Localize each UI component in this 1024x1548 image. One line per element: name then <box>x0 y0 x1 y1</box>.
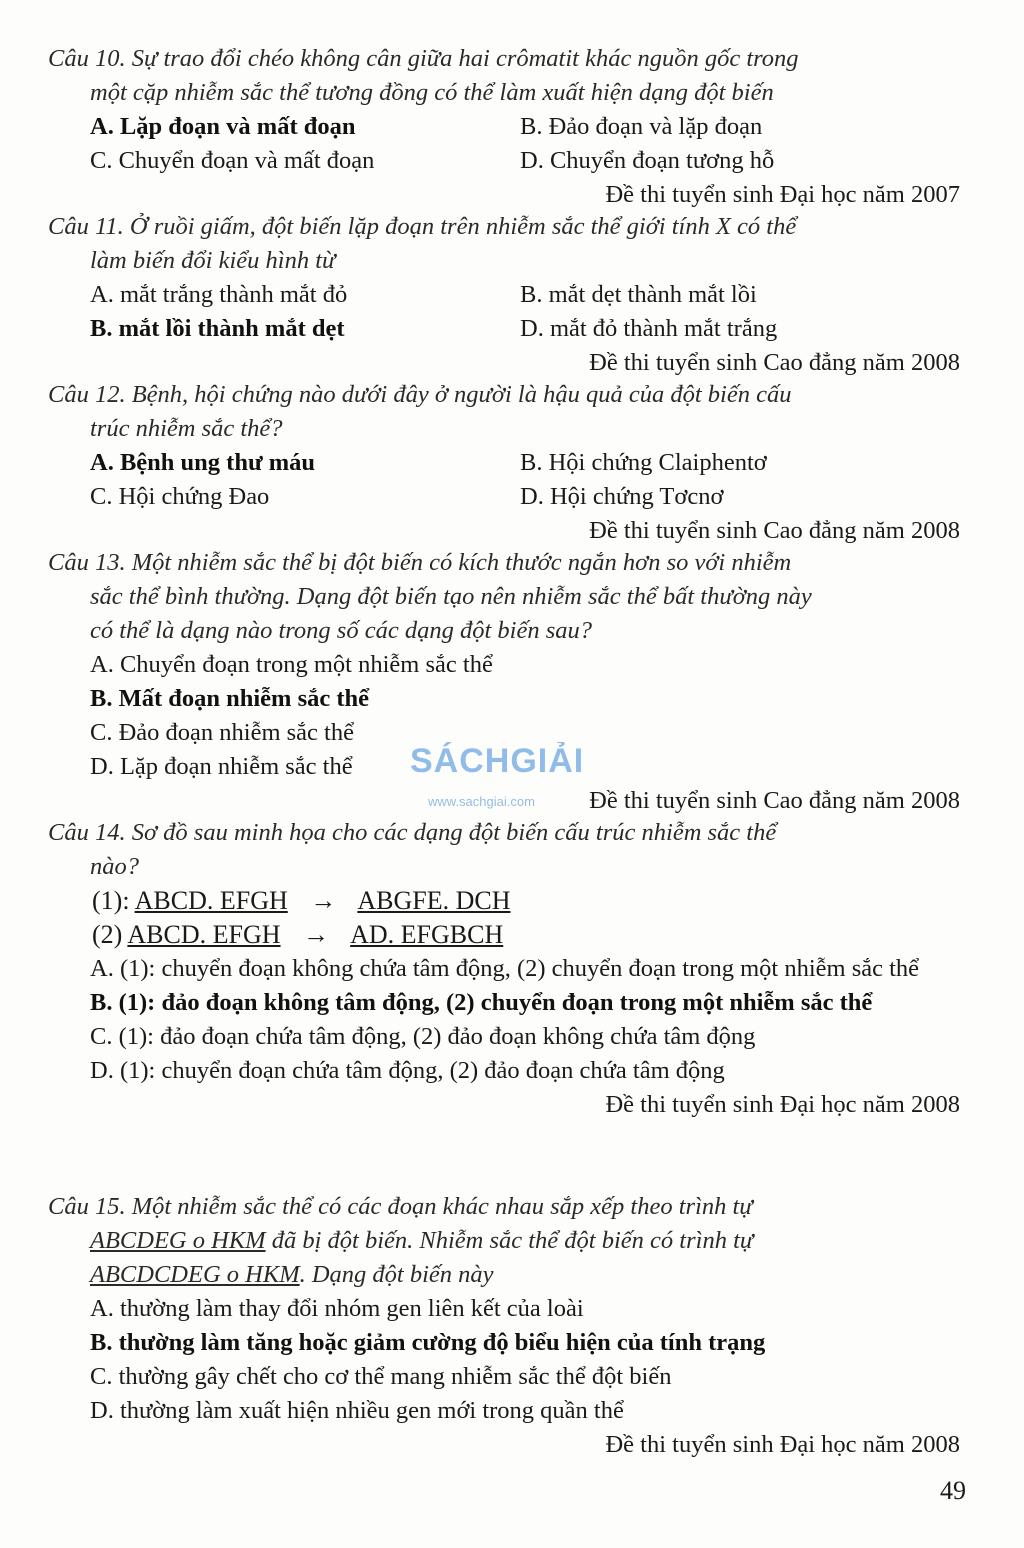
stem-line <box>48 1258 966 1292</box>
stem-line: làm biến đổi kiểu hình từ <box>90 247 336 274</box>
stem-line: sắc thể bình thường. Dạng đột biến tạo nên nhiễm sắc thể bất thường này <box>90 583 812 610</box>
watermark-logo: SÁCHGIẢI <box>410 742 585 780</box>
chromosome-mutated: AD. EFGBCH <box>350 920 504 949</box>
answer-options <box>48 278 966 346</box>
answer-options <box>48 952 966 1088</box>
exam-source: Đề thi tuyển sinh Đại học năm 2007 <box>605 181 960 208</box>
question-11 <box>48 210 966 380</box>
option-d: D. Chuyển đoạn tương hỗ <box>520 147 775 174</box>
chromosome-original: ABCD. EFGH <box>134 886 288 915</box>
question-12 <box>48 378 966 548</box>
arrow-icon: → <box>303 920 330 949</box>
option-c: C. thường gây chết cho cơ thể mang nhiễm sắc thể đột biến <box>90 1363 672 1390</box>
stem-line: có thể là dạng nào trong số các dạng đột biến sau? <box>90 617 592 644</box>
watermark-url: www.sachgiai.com <box>428 794 535 809</box>
option-b: B. (1): đảo đoạn không tâm động, (2) chuyển đoạn trong một nhiễm sắc thể <box>90 989 873 1016</box>
option-d: D. Lặp đoạn nhiễm sắc thể <box>90 753 353 780</box>
option-a: A. mắt trắng thành mắt đỏ <box>90 281 348 308</box>
diagram-label: (1): <box>92 886 130 915</box>
question-stem <box>48 546 966 648</box>
chromosome-original: ABCD. EFGH <box>127 920 281 949</box>
question-15 <box>48 1190 966 1462</box>
question-stem <box>48 378 966 446</box>
stem-line: Câu 12. Bệnh, hội chứng nào dưới đây ở người là hậu quả của đột biến cấu <box>48 381 792 408</box>
option-d: D. Hội chứng Tơcnơ <box>520 483 724 510</box>
answer-options <box>48 446 966 514</box>
stem-text: đã bị đột biến. Nhiễm sắc thể đột biến có trình tự <box>265 1227 754 1254</box>
question-stem <box>48 42 966 110</box>
option-a: A. thường làm thay đổi nhóm gen liên kết của loài <box>90 1295 584 1322</box>
stem-line <box>48 1224 966 1258</box>
mutation-diagram <box>48 884 966 952</box>
exam-source: Đề thi tuyển sinh Đại học năm 2008 <box>605 1431 960 1458</box>
exam-source: Đề thi tuyển sinh Cao đẳng năm 2008 <box>589 349 960 376</box>
option-b: B. thường làm tăng hoặc giảm cường độ biểu hiện của tính trạng <box>90 1329 766 1356</box>
option-d: D. thường làm xuất hiện nhiều gen mới trong quần thể <box>90 1397 624 1424</box>
option-c: B. mắt lồi thành mắt dẹt <box>90 315 345 342</box>
stem-line: Câu 14. Sơ đồ sau minh họa cho các dạng đột biến cấu trúc nhiễm sắc thể <box>48 819 777 846</box>
question-10 <box>48 42 966 212</box>
stem-line: nào? <box>90 853 139 880</box>
question-stem <box>48 1190 966 1292</box>
stem-line: Câu 15. Một nhiễm sắc thể có các đoạn khác nhau sắp xếp theo trình tự <box>48 1193 753 1220</box>
stem-line: Câu 11. Ở ruồi giấm, đột biến lặp đoạn trên nhiễm sắc thể giới tính X có thể <box>48 213 797 240</box>
page-number: 49 <box>940 1476 966 1505</box>
chromosome-sequence: ABCDEG o HKM <box>90 1227 266 1254</box>
option-c: C. Đảo đoạn nhiễm sắc thể <box>90 719 354 746</box>
option-d: D. (1): chuyển đoạn chứa tâm động, (2) đảo đoạn chứa tâm động <box>90 1057 725 1084</box>
diagram-label: (2) <box>92 920 123 949</box>
diagram-row-1 <box>92 884 966 918</box>
chromosome-mutated: ABGFE. DCH <box>357 886 511 915</box>
watermark <box>410 728 620 818</box>
option-b: B. Mất đoạn nhiễm sắc thể <box>90 685 370 712</box>
option-a: A. (1): chuyển đoạn không chứa tâm động, (2) chuyển đoạn trong một nhiễm sắc thể <box>90 955 920 982</box>
chromosome-sequence: ABCDCDEG o HKM <box>90 1261 300 1288</box>
option-b: B. Đảo đoạn và lặp đoạn <box>520 113 763 140</box>
diagram-row-2 <box>92 918 966 952</box>
exam-source: Đề thi tuyển sinh Cao đẳng năm 2008 <box>589 517 960 544</box>
question-14 <box>48 816 966 1122</box>
option-a: A. Bệnh ung thư máu <box>90 449 316 476</box>
stem-line: một cặp nhiễm sắc thể tương đồng có thể làm xuất hiện dạng đột biến <box>90 79 774 106</box>
answer-options <box>48 1292 966 1428</box>
option-c: C. (1): đảo đoạn chứa tâm động, (2) đảo đoạn không chứa tâm động <box>90 1023 756 1050</box>
exam-source: Đề thi tuyển sinh Cao đẳng năm 2008 <box>589 787 960 814</box>
arrow-icon: → <box>310 886 337 915</box>
stem-line: trúc nhiễm sắc thể? <box>90 415 283 442</box>
question-stem <box>48 816 966 884</box>
stem-text: . Dạng đột biến này <box>299 1261 494 1288</box>
stem-line: Câu 13. Một nhiễm sắc thể bị đột biến có kích thước ngắn hơn so với nhiễm <box>48 549 792 576</box>
option-c: C. Chuyển đoạn và mất đoạn <box>90 147 375 174</box>
option-d: D. mắt đỏ thành mắt trắng <box>520 315 778 342</box>
answer-options <box>48 110 966 178</box>
exam-source: Đề thi tuyển sinh Đại học năm 2008 <box>605 1091 960 1118</box>
option-a: A. Lặp đoạn và mất đoạn <box>90 113 356 140</box>
question-stem <box>48 210 966 278</box>
option-b: B. mắt dẹt thành mắt lồi <box>520 281 757 308</box>
option-b: B. Hội chứng Claiphentơ <box>520 449 767 476</box>
option-a: A. Chuyển đoạn trong một nhiễm sắc thể <box>90 651 493 678</box>
stem-line: Câu 10. Sự trao đổi chéo không cân giữa hai crômatit khác nguồn gốc trong <box>48 45 799 72</box>
option-c: C. Hội chứng Đao <box>90 483 270 510</box>
